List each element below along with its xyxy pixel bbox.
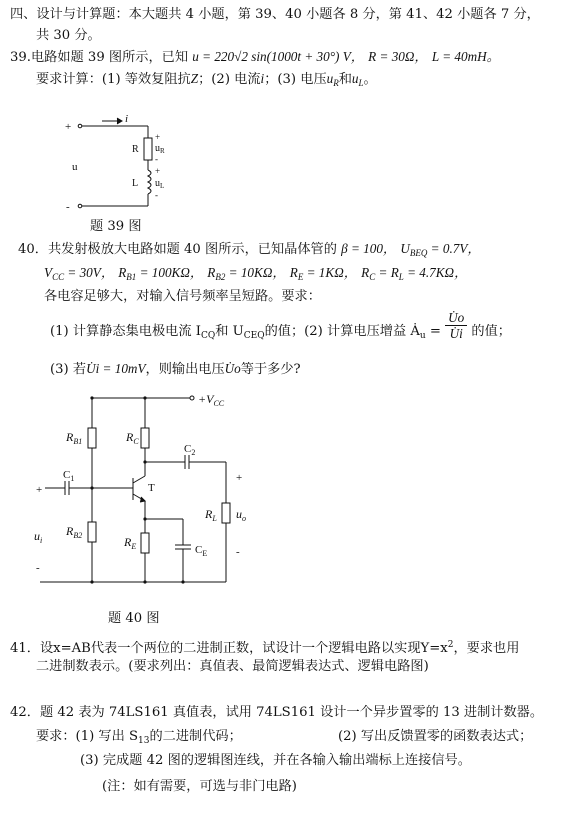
section-heading-cont: 共 30 分。 (36, 28, 101, 43)
q40-line3: 各电容足够大，对输入信号频率呈短路。要求： (44, 289, 321, 304)
fig39-uL-plus: + (155, 166, 161, 176)
figure-40-caption: 题 40 图 (108, 611, 160, 626)
fig40-uo-label: $u_o$ (236, 507, 246, 523)
fig40-vcc-label: $+V_{CC}$ (198, 392, 225, 408)
figure-39-caption: 题 39 图 (90, 219, 142, 234)
q40-req3: (3) 若U̇i = 10mV，则输出电压U̇o等于多少? (50, 361, 301, 377)
q42-line2: 要求：(1) 写出 $S_{13}$的二进制代码； (36, 729, 242, 746)
q40-req1: (1) 计算静态集电极电流 $I_{CQ}$和 $U_{CEQ}$的值；(2) 计算电压增益 $Ȧ_u$ = $\frac{U̇o}{U̇i}$ 的值； (50, 310, 511, 341)
fig40-t-label: T (148, 482, 155, 494)
q42-line2-right: (2) 写出反馈置零的函数表达式； (338, 729, 533, 744)
fig39-plus: + (65, 121, 72, 133)
q42-line1: 42．题 42 表为 74LS161 真值表，试用 74LS161 设计一个异步置零的 13 进制计数器。 (10, 705, 544, 720)
fig39-minus: - (66, 201, 70, 213)
fig40-uo-plus: + (236, 472, 243, 484)
q39-u-expression: u = 220√2 sin(1000t + 30°) V， (192, 49, 364, 64)
q39-r-value: R = 30Ω， (368, 49, 428, 64)
q39-line1: 39.电路如题 39 图所示，已知 u = 220√2 sin(1000t + 30°) V， R = 30Ω， L = 40mH。 (10, 49, 500, 65)
q41-line1: 41．设x=AB代表一个两位的二进制正数，试设计一个逻辑电路以实现$Y=x^2$，要求也用 (10, 640, 520, 656)
fig40-c1-label: $C_1$ (63, 469, 75, 483)
fig39-u-label: u (72, 161, 78, 173)
fig39-uR-minus: - (155, 154, 158, 164)
fig40-ui-minus: - (36, 562, 40, 574)
fig39-i-label: i (125, 113, 129, 125)
q41-line2: 二进制数表示。(要求列出：真值表、最简逻辑表达式、逻辑电路图) (36, 659, 429, 674)
voltage-gain-fraction: $\frac{U̇o}{U̇i}$ (445, 310, 467, 341)
q42-line4: (注：如有需要，可选与非门电路) (102, 779, 297, 794)
fig39-uR-plus: + (155, 132, 161, 142)
q40-line1: 40．共发射极放大电路如题 40 图所示，已知晶体管的 β = 100， $U_{BEQ} = 0.7V$， (18, 241, 481, 258)
fig39-R-label: R (132, 144, 139, 155)
fig39-L-label: L (132, 178, 139, 189)
fig40-ce-label: $C_E$ (195, 544, 208, 558)
fig39-uL-minus: - (155, 190, 158, 200)
fig40-re-label: $R_E$ (124, 535, 137, 551)
fig40-rb1-label: $R_{B1}$ (66, 430, 83, 446)
fig39-uR-label: $u_R$ (155, 143, 165, 155)
fig40-c2-label: $C_2$ (184, 443, 196, 457)
section-heading: 四、设计与计算题：本大题共 4 小题，第 39、40 小题各 8 分，第 41、42 小题各 7 分， (10, 7, 540, 22)
q39-requirements: 要求计算：(1) 等效复阻抗Z；(2) 电流i；(3) 电压$u_R$和$u_L$。 (36, 71, 377, 88)
fig40-ui-plus: + (36, 484, 43, 496)
fig40-ui-label: $u_i$ (34, 529, 43, 545)
fig40-rc-label: $R_C$ (126, 430, 139, 446)
q40-line2: $V_{CC} = 30V$， $R_{B1} = 100K\Omega$， $R_{B2} = 10K\Omega$， $R_E = 1K\Omega$， $R_C = R_L = 4.7K\Omega$， (44, 265, 468, 282)
q42-line3: (3) 完成题 42 图的逻辑图连线，并在各输入输出端标上连接信号。 (80, 753, 471, 768)
fig40-uo-minus: - (236, 546, 240, 558)
fig40-rb2-label: $R_{B2}$ (66, 524, 83, 540)
fig40-rl-label: $R_L$ (205, 507, 217, 523)
q39-l-value: L = 40mH。 (431, 49, 500, 64)
fig39-uL-label: $u_L$ (155, 178, 165, 190)
